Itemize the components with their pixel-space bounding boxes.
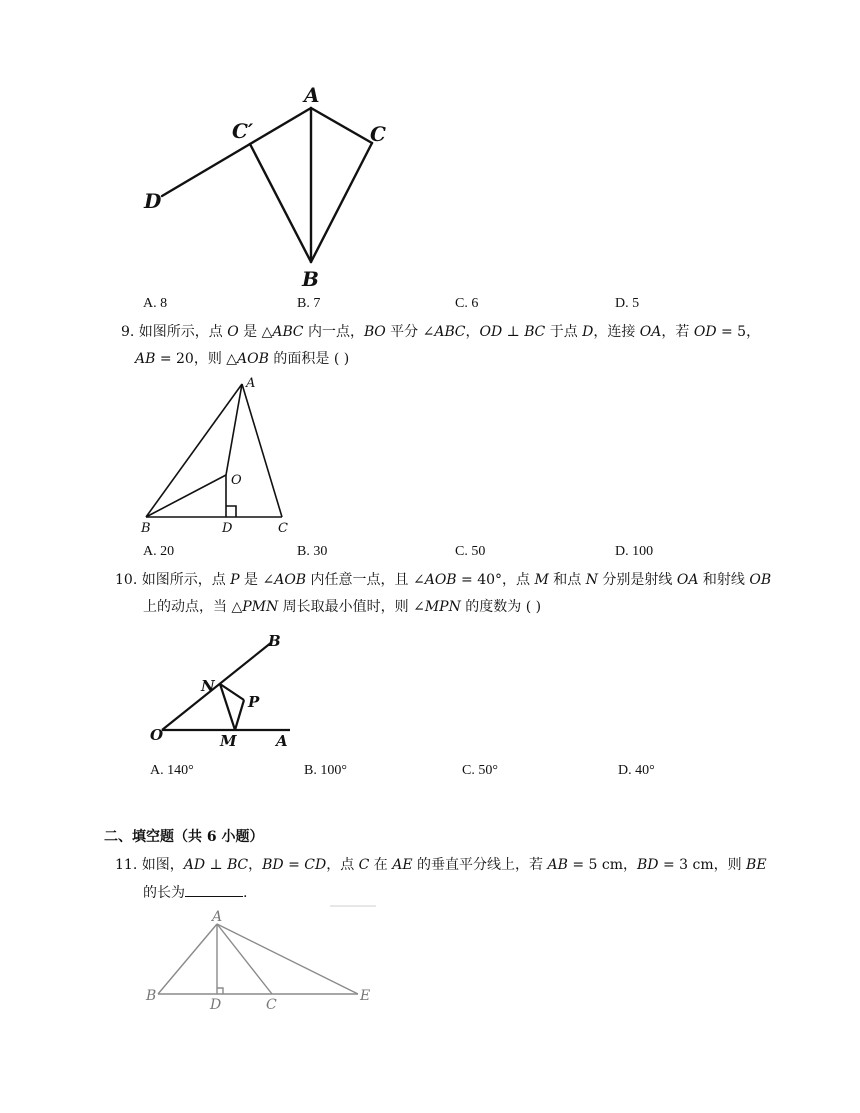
- segment-PM: [235, 700, 244, 730]
- segment-CB: [311, 143, 372, 262]
- q8-option-c[interactable]: C. 6: [455, 296, 479, 311]
- label-D: D: [222, 521, 233, 536]
- label-C: C: [266, 997, 277, 1013]
- ray-OB: [162, 642, 272, 730]
- label-B: B: [146, 988, 157, 1004]
- segment-NM: [220, 684, 235, 730]
- q8-option-b[interactable]: B. 7: [297, 296, 321, 311]
- label-C: C: [370, 122, 386, 146]
- label-A: A: [304, 83, 320, 107]
- label-D: D: [210, 997, 222, 1013]
- segment-AB: [146, 384, 242, 517]
- q10-text-line1: 10. 如图所示，点 𝑃 是 ∠𝐴𝑂𝐵 内任意一点，且 ∠𝐴𝑂𝐵 = 40°，点 𝑀 和点 𝑁 分别是射线 𝑂𝐴 和射线 𝑂𝐵: [115, 572, 772, 588]
- q10-text-line2: 上的动点，当 △𝑃𝑀𝑁 周长取最小值时，则 ∠𝑀𝑃𝑁 的度数为 ( ): [143, 599, 542, 615]
- label-A: A: [212, 909, 223, 925]
- q8-option-d[interactable]: D. 5: [615, 296, 640, 311]
- label-C-prime: C′: [232, 119, 254, 143]
- q9-option-c[interactable]: C. 50: [455, 544, 486, 559]
- label-N: N: [201, 677, 215, 695]
- q10-option-b[interactable]: B. 100°: [304, 763, 347, 778]
- segment-C-prime-D: [162, 144, 250, 196]
- segment-AB: [158, 924, 217, 994]
- segment-AO: [226, 384, 242, 475]
- segment-C-prime-B: [250, 144, 311, 262]
- q11-text-prefix: 的长为: [143, 885, 185, 901]
- q9-option-d[interactable]: D. 100: [615, 544, 654, 559]
- label-B: B: [302, 267, 319, 290]
- segment-AC: [242, 384, 282, 517]
- label-B: B: [268, 632, 281, 650]
- q11-text-suffix: .: [243, 885, 248, 901]
- q9-text-line1: 9. 如图所示，点 𝑂 是 △𝐴𝐵𝐶 内一点，𝐵𝑂 平分 ∠𝐴𝐵𝐶，𝑂𝐷 ⊥ 𝐵𝐶 于点 𝐷，连接 𝑂𝐴，若 𝑂𝐷 = 5，: [121, 324, 761, 340]
- q11-text-line1: 11. 如图，𝐴𝐷 ⊥ 𝐵𝐶，𝐵𝐷 = 𝐶𝐷，点 𝐶 在 𝐴𝐸 的垂直平分线上，若 𝐴𝐵 = 5 cm，𝐵𝐷 = 3 cm，则 𝐵𝐸: [115, 857, 767, 873]
- segment-AE: [217, 924, 358, 994]
- answer-blank[interactable]: [185, 882, 243, 897]
- segment-AC-prime: [250, 108, 311, 144]
- q10-option-d[interactable]: D. 40°: [618, 763, 655, 778]
- label-E: E: [360, 988, 371, 1004]
- q11-text-line2: [143, 882, 247, 903]
- label-O: O: [150, 726, 164, 744]
- segment-AC: [311, 108, 372, 143]
- right-angle-mark: [217, 988, 223, 994]
- q9-option-b[interactable]: B. 30: [297, 544, 328, 559]
- label-B: B: [141, 521, 151, 536]
- q9-option-a[interactable]: A. 20: [143, 544, 175, 559]
- label-A: A: [276, 732, 288, 750]
- segment-AC: [217, 924, 272, 994]
- q9-text-line2: 𝐴𝐵 = 20，则 △𝐴𝑂𝐵 的面积是 ( ): [135, 351, 350, 367]
- label-M: M: [220, 732, 237, 750]
- section-heading: 二、填空题（共 6 小题）: [104, 829, 264, 845]
- label-C: C: [278, 521, 288, 536]
- q11-figure: [144, 904, 380, 1014]
- label-A: A: [246, 376, 256, 391]
- label-O: O: [231, 473, 242, 488]
- q10-figure: [146, 628, 298, 750]
- q8-option-a[interactable]: A. 8: [143, 296, 168, 311]
- q10-option-c[interactable]: C. 50°: [462, 763, 498, 778]
- right-angle-mark: [226, 506, 236, 517]
- label-D: D: [144, 189, 162, 213]
- q8-figure: [138, 80, 400, 290]
- segment-BO: [146, 475, 226, 517]
- label-P: P: [248, 693, 260, 711]
- q9-figure: [136, 372, 300, 540]
- q10-option-a[interactable]: A. 140°: [150, 763, 194, 778]
